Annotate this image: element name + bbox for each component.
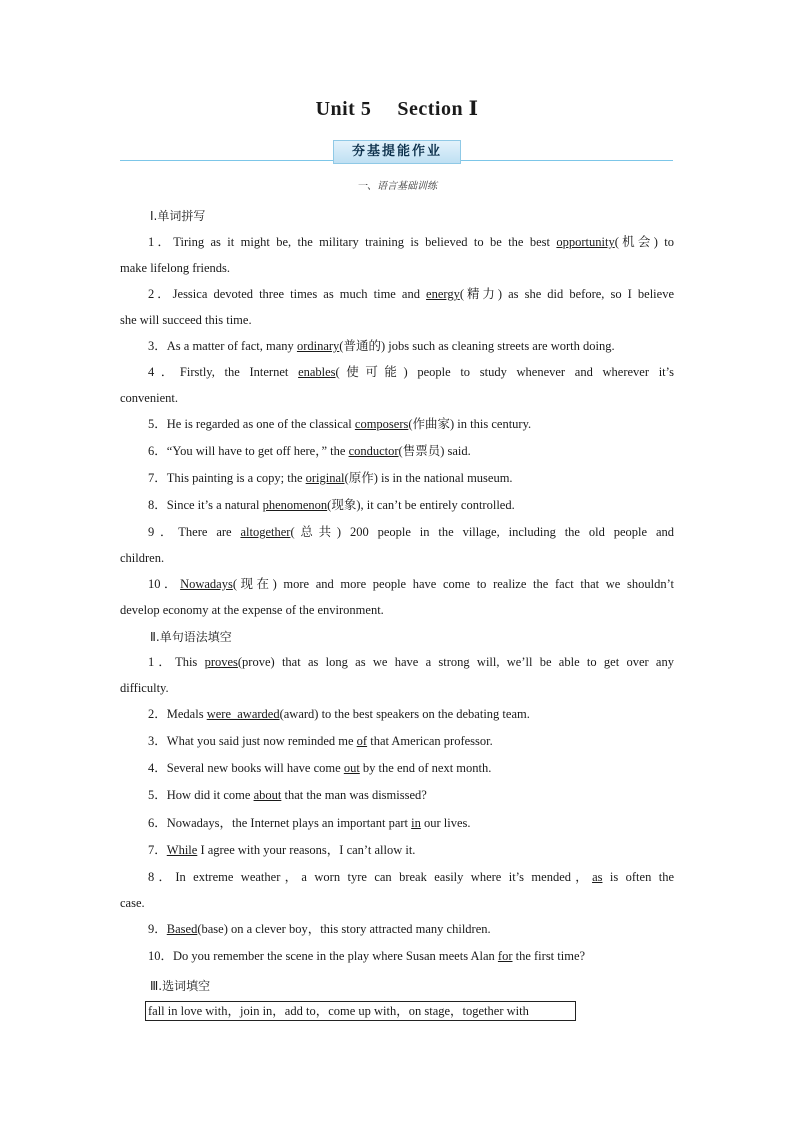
- answer: Based: [166, 922, 198, 936]
- question-item: 5．He is regarded as one of the classical composers(作曲家) in this century.: [148, 417, 532, 431]
- page-title: [0, 96, 794, 121]
- answer: phenomenon: [262, 498, 328, 512]
- answer: conductor: [348, 444, 399, 458]
- answer: energy: [426, 287, 460, 301]
- question-item: 7．While I agree with your reasons，I can’t allow it.: [148, 843, 416, 857]
- banner: 夯基提能作业: [333, 140, 461, 164]
- question-item: 1．Tiring as it might be, the military training is believed to be the best opportunity(机会) to make lifelong friends.: [120, 235, 674, 275]
- section-heading-3: Ⅲ.选词填空: [150, 979, 211, 993]
- answer: of: [356, 734, 368, 748]
- question-item: 2．Medals were_awarded(award) to the best speakers on the debating team.: [148, 707, 530, 721]
- question-item: 9．Based(base) on a clever boy，this story attracted many children.: [148, 922, 491, 936]
- answer: proves: [204, 655, 238, 669]
- question-item: 8．In extreme weather，a worn tyre can break easily where it’s mended，as is often the case.: [120, 870, 674, 910]
- answer: ordinary: [296, 339, 340, 353]
- question-item: 9．There are altogether(总共) 200 people in the village, including the old people and children.: [120, 525, 674, 565]
- answer: opportunity: [556, 235, 615, 249]
- answer: composers: [354, 417, 409, 431]
- answer: in: [411, 816, 421, 830]
- question-item: 3．As a matter of fact, many ordinary(普通的) jobs such as cleaning streets are worth doing.: [148, 339, 615, 353]
- question-item: 10．Do you remember the scene in the play where Susan meets Alan for the first time?: [148, 949, 586, 963]
- question-item: 2．Jessica devoted three times as much time and energy(精力) as she did before, so I believe she will succeed this time.: [120, 287, 674, 327]
- answer: While: [166, 843, 198, 857]
- answer: as: [592, 870, 603, 884]
- section-heading-1: Ⅰ.单词拼写: [150, 209, 206, 223]
- question-item: 8．Since it’s a natural phenomenon(现象), it can’t be entirely controlled.: [148, 498, 515, 512]
- unit-label: Unit 5: [315, 98, 372, 120]
- answer: Nowadays: [180, 577, 233, 591]
- answer: about: [253, 788, 282, 802]
- question-item: 6．Nowadays，the Internet plays an important part in our lives.: [148, 816, 471, 830]
- answer: were_awarded: [206, 707, 280, 721]
- question-item: 4．Firstly, the Internet enables(使可能) people to study whenever and wherever it’s convenient.: [120, 365, 674, 405]
- question-item: 5．How did it come about that the man was dismissed?: [148, 788, 427, 802]
- word-bank-box: fall in love with，join in，add to，come up with，on stage，together with: [145, 1001, 576, 1021]
- answer: altogether: [240, 525, 291, 539]
- answer: out: [343, 761, 360, 775]
- question-item: 3．What you said just now reminded me of that American professor.: [148, 734, 493, 748]
- section-heading-2: Ⅱ.单句语法填空: [150, 630, 232, 644]
- answer: enables: [298, 365, 336, 379]
- question-item: 4．Several new books will have come out by the end of next month.: [148, 761, 492, 775]
- answer: for: [497, 949, 513, 963]
- question-item: 10．Nowadays(现在) more and more people have come to realize the fact that we shouldn’t develop economy at the expense of the environment.: [120, 577, 674, 617]
- question-item: 7．This painting is a copy; the original(原作) is in the national museum.: [148, 471, 513, 485]
- subheading: 一、语言基础训练: [357, 181, 437, 192]
- question-item: 1．This proves(prove) that as long as we have a strong will, we’ll be able to get over any difficulty.: [120, 655, 674, 695]
- question-item: 6．“You will have to get off here，” the conductor(售票员) said.: [148, 444, 471, 458]
- answer: original: [305, 471, 345, 485]
- section-label: Section Ⅰ: [397, 98, 479, 120]
